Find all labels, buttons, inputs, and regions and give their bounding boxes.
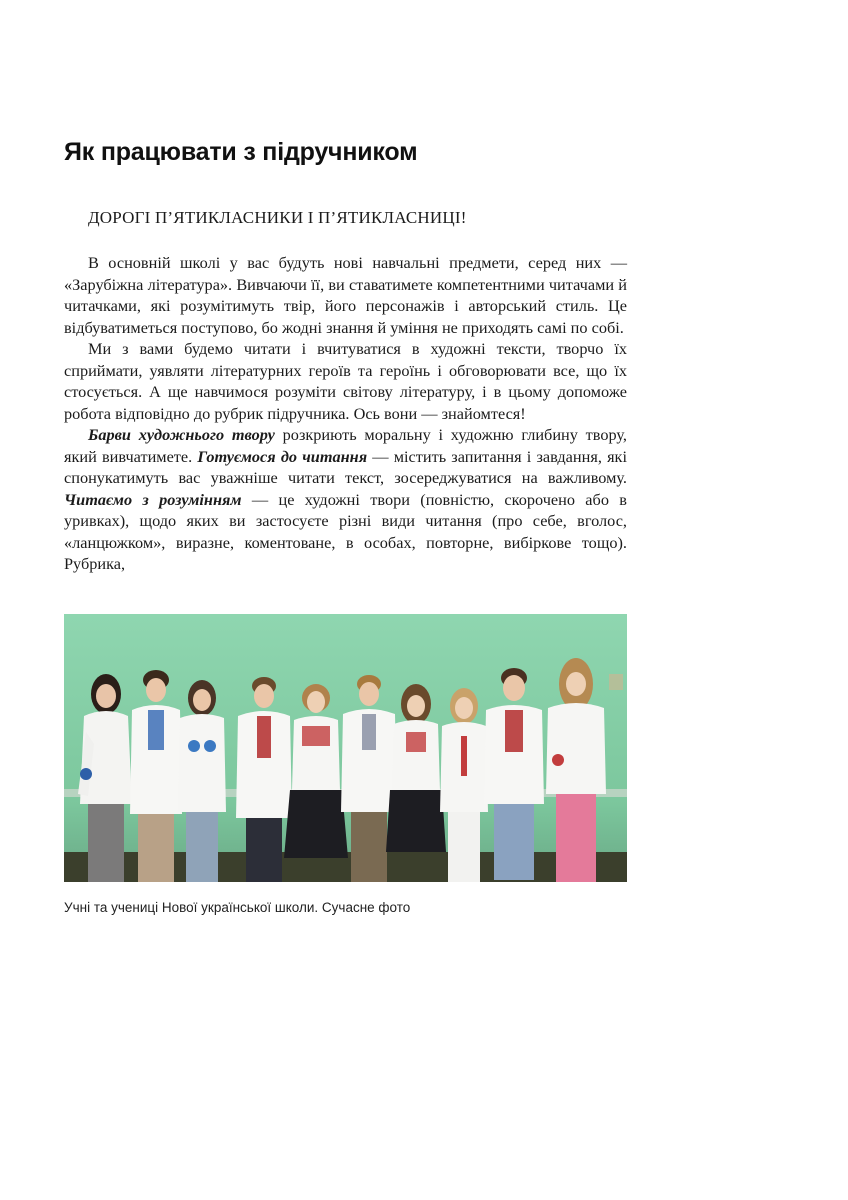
paragraph-3 — [64, 424, 627, 575]
photo-caption: Учні та учениці Нової української школи. Сучасне фото — [64, 900, 411, 915]
paragraph-3-text-2: — містить запитання і завдання, які спонукатимуть вас уважніше читати текст, зосереджуватися на важливому. — [64, 446, 627, 487]
paragraph-1: В основній школі у вас будуть нові навчальні предмети, серед них — «Зарубіжна література». Вивчаючи її, ви ставатимете компетентними читачами й читачками, які розумітимуть твір, його персонажів і авторський стиль. Це відбуватиметься поступово, бо жодні знання й уміння не приходять самі по собі. — [64, 253, 627, 337]
paragraph-3-text-3: — це художні твори (повністю, скорочено або в уривках), щодо яких ви застосуєте різні види читання (про себе, вголос, «ланцюжком», виразне, коментоване, в особах, повторне, вибіркове тощо). Рубрика, — [64, 489, 627, 573]
paragraph-3-text-1: розкриють моральну і художню глибину твору, який вивчатимете. — [64, 425, 627, 466]
page-title: Як працювати з підручником — [64, 138, 418, 166]
paragraph-2: Ми з вами будемо читати і вчитуватися в художні тексти, творчо їх сприймати, уявляти літературних героїв та героїнь і обговорювати все, що їх стосується. А ще навчимося розуміти світову літературу, і в цьому допоможе робота відповідно до рубрик підручника. Ось вони — знайомтеся! — [64, 339, 627, 423]
class-photo — [64, 614, 627, 882]
rubric-reading-with-understanding: Читаємо з розумінням — [64, 489, 242, 509]
rubric-preparing-to-read: Готуємося до читання — [197, 446, 368, 466]
body-text — [64, 252, 627, 575]
rubric-colors-of-work: Барви художнього твору — [88, 425, 275, 444]
greeting-heading: ДОРОГІ П’ЯТИКЛАСНИКИ І П’ЯТИКЛАСНИЦІ! — [88, 208, 467, 227]
